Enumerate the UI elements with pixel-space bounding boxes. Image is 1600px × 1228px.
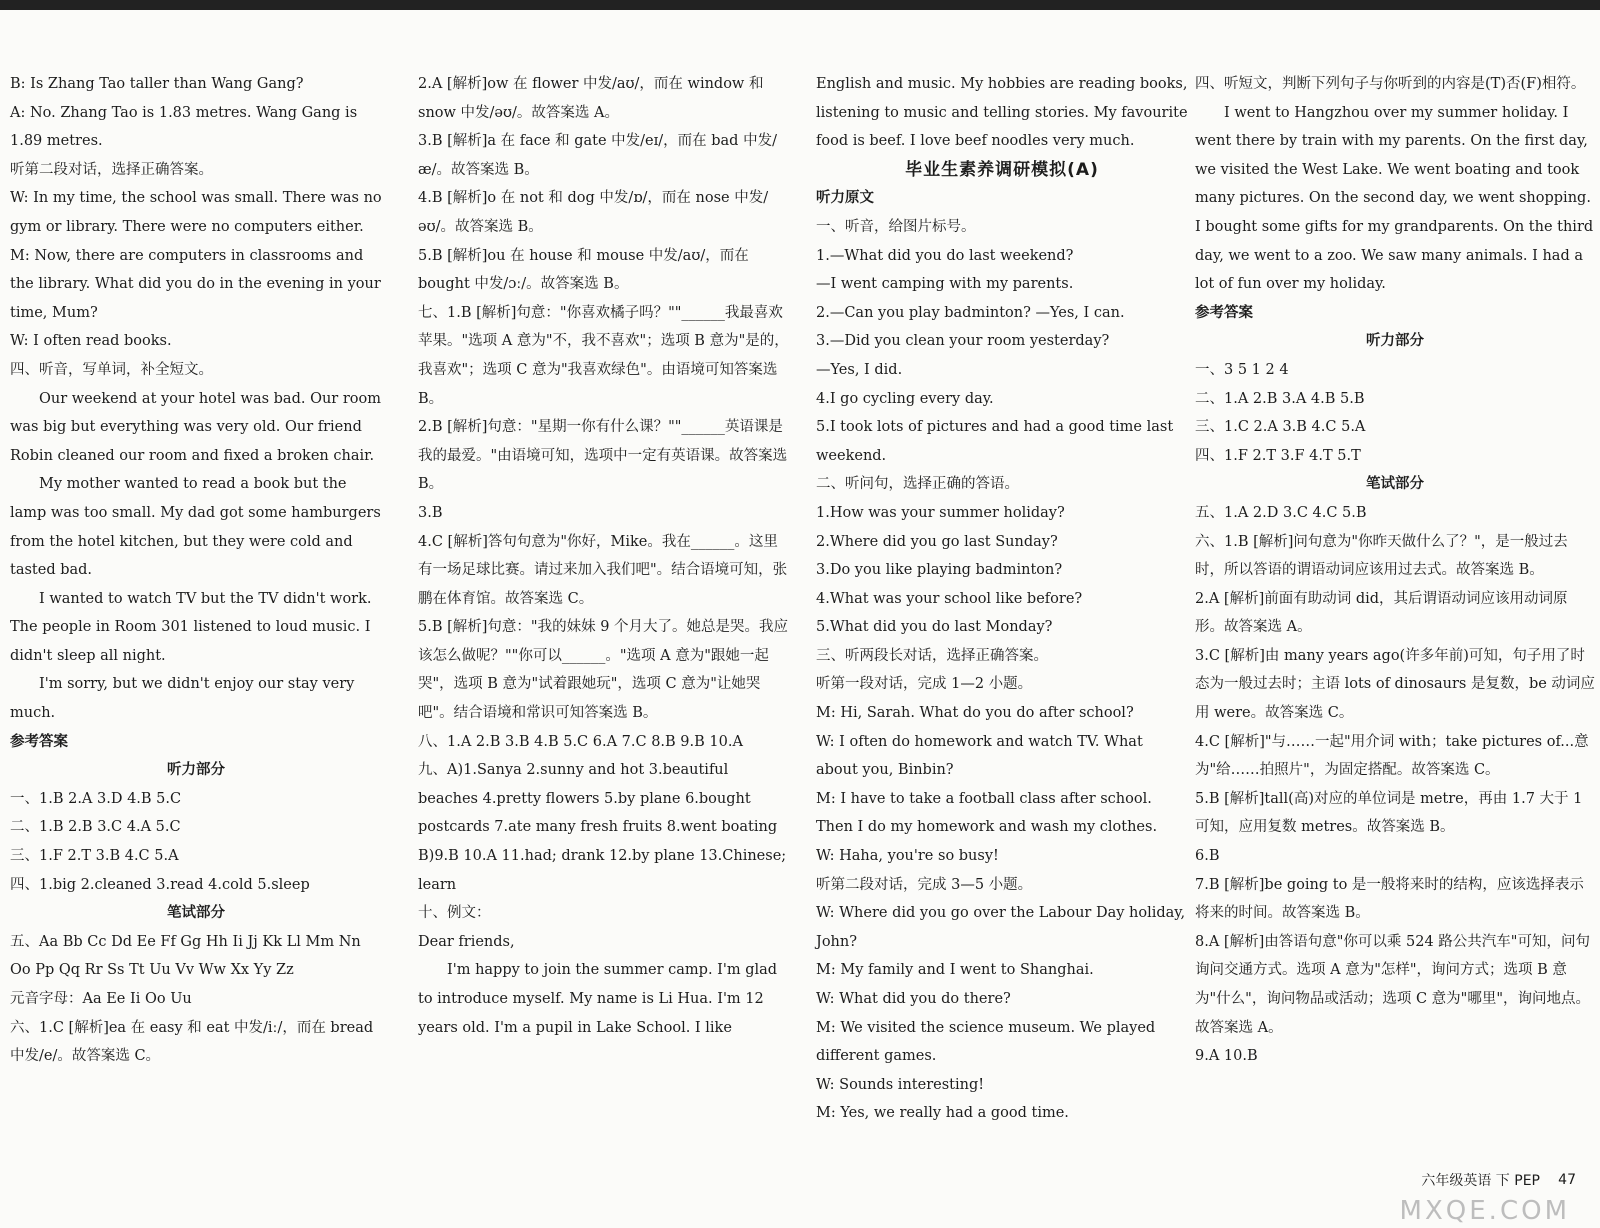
- col4-line: 2.A [解析]前面有助动词 did，其后谓语动词应该用动词原形。故答案选 A。: [1195, 590, 1568, 636]
- col1-line: 听力部分: [167, 762, 225, 779]
- col2-line: B)9.B 10.A 11.had; drank 12.by plane 13.Chinese; learn: [418, 848, 787, 893]
- col4-line: 7.B [解析]be going to 是一般将来时的结构，应该选择表示将来的时间。故答案选 B。: [1195, 876, 1584, 922]
- column-1: [10, 70, 382, 1071]
- col4-line: 3.C [解析]由 many years ago(许多年前)可知，句子用了时态为一般过去时；主语 lots of dinosaurs 是复数，be 动词应用 were。故答案选 C。: [1195, 647, 1595, 722]
- col3-line: W: What did you do there?: [816, 991, 1011, 1007]
- column-3: [816, 70, 1188, 1128]
- col3-line: —Yes, I did.: [816, 361, 903, 378]
- col4-line: 四、听短文，判断下列句子与你听到的内容是(T)否(F)相符。: [1195, 76, 1586, 92]
- col1-line: B: Is Zhang Tao taller than Wang Gang?: [10, 76, 304, 92]
- col1-line: I'm sorry, but we didn't enjoy our stay very much.: [10, 676, 355, 722]
- col4-line: 6.B: [1195, 848, 1220, 865]
- col3-line: 听第二段对话，完成 3—5 小题。: [816, 876, 1033, 893]
- col3-line: 1.—What did you do last weekend?: [816, 247, 1074, 264]
- col2-line: 2.B [解析]句意："星期一你有什么课？""______英语课是我的最爱。"由语境可知，选项中一定有英语课。故答案选 B。: [418, 419, 788, 493]
- col2-line: 4.B [解析]o 在 not 和 dog 中发/ɒ/，而在 nose 中发/əʊ/。故答案选 B。: [418, 190, 769, 235]
- col2-line: Dear friends,: [418, 933, 515, 950]
- col3-line: M: Hi, Sarah. What do you do after school?: [816, 705, 1134, 722]
- col1-line: 三、1.F 2.T 3.B 4.C 5.A: [10, 848, 179, 865]
- col1-line: 参考答案: [10, 733, 68, 750]
- col1-line: 四、1.big 2.cleaned 3.read 4.cold 5.sleep: [10, 876, 310, 893]
- col4-line: 六、1.B [解析]问句意为"你昨天做什么了？"，是一般过去时，所以答语的谓语动词应该用过去式。故答案选 B。: [1195, 533, 1568, 579]
- col4-line: 一、3 5 1 2 4: [1195, 361, 1289, 378]
- col3-line: —I went camping with my parents.: [816, 276, 1074, 293]
- col3-line: 三、听两段长对话，选择正确答案。: [816, 647, 1048, 664]
- col3-line: 5.I took lots of pictures and had a good time last weekend.: [816, 419, 1174, 464]
- col1-line: W: I often read books.: [10, 333, 172, 350]
- col2-line: 七、1.B [解析]句意："你喜欢橘子吗？""______我最喜欢苹果。"选项 A 意为"不，我不喜欢"；选项 B 意为"是的，我喜欢"；选项 C 意为"我喜欢绿色"。由语境可知答案选 B。: [418, 304, 789, 407]
- col3-line: M: Yes, we really had a good time.: [816, 1105, 1069, 1122]
- col4-line: 9.A 10.B: [1195, 1048, 1258, 1065]
- col4-line: I went to Hangzhou over my summer holiday. I went there by train with my parents. On the first day, we visited the West Lake. We went boating and took many pictures. On the second day, we went shopping. I bought some gifts for my grandparents. On the third day, we went to a zoo. We saw many animals. I had a lot of fun over my holiday.: [1195, 104, 1594, 293]
- col3-line: 听第一段对话，完成 1—2 小题。: [816, 676, 1033, 693]
- column-4: [1195, 70, 1595, 1071]
- col2-line: 5.B [解析]句意："我的妹妹 9 个月大了。她总是哭。我应该怎么做呢？""你可以______。"选项 A 意为"跟她一起哭"，选项 B 意为"试着跟她玩"，选项 C 意为"让她哭吧"。结合语境和常识可知答案选 B。: [418, 619, 789, 722]
- col1-line: 六、1.C [解析]ea 在 easy 和 eat 中发/iː/，而在 bread 中发/e/。故答案选 C。: [10, 1019, 374, 1065]
- col1-line: 二、1.B 2.B 3.C 4.A 5.C: [10, 819, 181, 836]
- col3-line: 2.—Can you play badminton? —Yes, I can.: [816, 304, 1125, 321]
- col4-line: 8.A [解析]由答语句意"你可以乘 524 路公共汽车"可知，问句询问交通方式。选项 A 意为"怎样"，询问方式；选项 B 意为"什么"，询问物品或活动；选项 C 意为"哪里"，询问地点。故答案选 A。: [1195, 933, 1590, 1036]
- column-2: [418, 70, 790, 1042]
- col3-line: 1.How was your summer holiday?: [816, 504, 1065, 521]
- col1-line: 笔试部分: [167, 905, 225, 922]
- col1-line: 四、听音，写单词，补全短文。: [10, 361, 213, 378]
- col2-line: 4.C [解析]答句句意为"你好，Mike。我在______。这里有一场足球比赛。请过来加入我们吧"。结合语境可知，张鹏在体育馆。故答案选 C。: [418, 533, 788, 607]
- col3-line: M: We visited the science museum. We played different games.: [816, 1019, 1156, 1065]
- col3-line: W: Sounds interesting!: [816, 1076, 985, 1093]
- col1-line: My mother wanted to read a book but the lamp was too small. My dad got some hamburgers from the hotel kitchen, but they were cold and tasted bad.: [10, 476, 381, 579]
- top-border: [0, 0, 1600, 10]
- col3-line: M: I have to take a football class after school. Then I do my homework and wash my clothes.: [816, 790, 1158, 836]
- col3-line: 3.—Did you clean your room yesterday?: [816, 333, 1110, 350]
- col1-line: W: In my time, the school was small. There was no gym or library. There were no computers either.: [10, 190, 382, 235]
- col1-line: 元音字母：Aa Ee Ii Oo Uu: [10, 991, 192, 1007]
- col2-line: 2.A [解析]ow 在 flower 中发/aʊ/，而在 window 和 snow 中发/əʊ/。故答案选 A。: [418, 76, 764, 121]
- footer-label: 六年级英语 下 PEP: [1421, 1173, 1540, 1189]
- col2-line: 3.B [解析]a 在 face 和 gate 中发/eɪ/，而在 bad 中发/æ/。故答案选 B。: [418, 133, 777, 178]
- col3-line: 4.I go cycling every day.: [816, 390, 994, 407]
- col1-line: 一、1.B 2.A 3.D 4.B 5.C: [10, 790, 182, 807]
- col3-line: 5.What did you do last Monday?: [816, 619, 1053, 636]
- page-number: 47: [1558, 1172, 1576, 1188]
- col4-line: 五、1.A 2.D 3.C 4.C 5.B: [1195, 504, 1367, 521]
- col2-line: 九、A)1.Sanya 2.sunny and hot 3.beautiful beaches 4.pretty flowers 5.by plane 6.bought postcards 7.ate many fresh fruits 8.went boating: [418, 762, 778, 836]
- col3-line: M: My family and I went to Shanghai.: [816, 962, 1094, 979]
- col2-line: I'm happy to join the summer camp. I'm glad to introduce myself. My name is Li Hua. I'm 12 years old. I'm a pupil in Lake School. I like: [418, 962, 778, 1036]
- col4-line: 笔试部分: [1366, 476, 1424, 493]
- col1-line: 听第二段对话，选择正确答案。: [10, 161, 213, 178]
- col3-line: W: I often do homework and watch TV. What about you, Binbin?: [816, 733, 1143, 779]
- col3-line: 一、听音，给图片标号。: [816, 218, 976, 235]
- col4-line: 听力部分: [1366, 333, 1424, 350]
- col3-line: 4.What was your school like before?: [816, 590, 1083, 607]
- col3-line: 3.Do you like playing badminton?: [816, 562, 1063, 579]
- col3-line: 二、听问句，选择正确的答语。: [816, 476, 1019, 493]
- col3-line: 2.Where did you go last Sunday?: [816, 533, 1058, 550]
- col2-line: 3.B: [418, 504, 443, 521]
- watermark: MXQE.COM: [1399, 1196, 1570, 1226]
- col1-line: A: No. Zhang Tao is 1.83 metres. Wang Gang is 1.89 metres.: [10, 104, 358, 150]
- col3-line: W: Haha, you're so busy!: [816, 848, 999, 865]
- col3-line: 毕业生素养调研模拟(A): [905, 159, 1099, 180]
- col1-line: 五、Aa Bb Cc Dd Ee Ff Gg Hh Ii Jj Kk Ll Mm Nn Oo Pp Qq Rr Ss Tt Uu Vv Ww Xx Yy Zz: [10, 933, 361, 979]
- col3-line: W: Where did you go over the Labour Day holiday, John?: [816, 905, 1186, 950]
- col4-line: 4.C [解析]"与……一起"用介词 with；take pictures of...意为"给……拍照片"，为固定搭配。故答案选 C。: [1195, 733, 1589, 779]
- col1-line: I wanted to watch TV but the TV didn't work. The people in Room 301 listened to loud music. I didn't sleep all night.: [10, 590, 372, 664]
- col4-line: 二、1.A 2.B 3.A 4.B 5.B: [1195, 390, 1365, 407]
- col3-line: English and music. My hobbies are reading books, listening to music and telling stories. My favourite food is beef. I love beef noodles very much.: [816, 76, 1188, 150]
- col2-line: 十、例文：: [418, 905, 491, 922]
- col4-line: 三、1.C 2.A 3.B 4.C 5.A: [1195, 419, 1366, 436]
- col1-line: Our weekend at your hotel was bad. Our room was big but everything was very old. Our friend Robin cleaned our room and fixed a broken chair.: [10, 390, 381, 464]
- col1-line: M: Now, there are computers in classrooms and the library. What did you do in the evening in your time, Mum?: [10, 247, 381, 321]
- col4-line: 四、1.F 2.T 3.F 4.T 5.T: [1195, 447, 1361, 464]
- col2-line: 5.B [解析]ou 在 house 和 mouse 中发/aʊ/，而在 bought 中发/ɔː/。故答案选 B。: [418, 247, 749, 293]
- col2-line: 八、1.A 2.B 3.B 4.B 5.C 6.A 7.C 8.B 9.B 10.A: [418, 733, 743, 750]
- col4-line: 参考答案: [1195, 304, 1253, 321]
- col4-line: 5.B [解析]tall(高)对应的单位词是 metre，再由 1.7 大于 1 可知，应用复数 metres。故答案选 B。: [1195, 790, 1583, 836]
- col3-line: 听力原文: [816, 190, 874, 207]
